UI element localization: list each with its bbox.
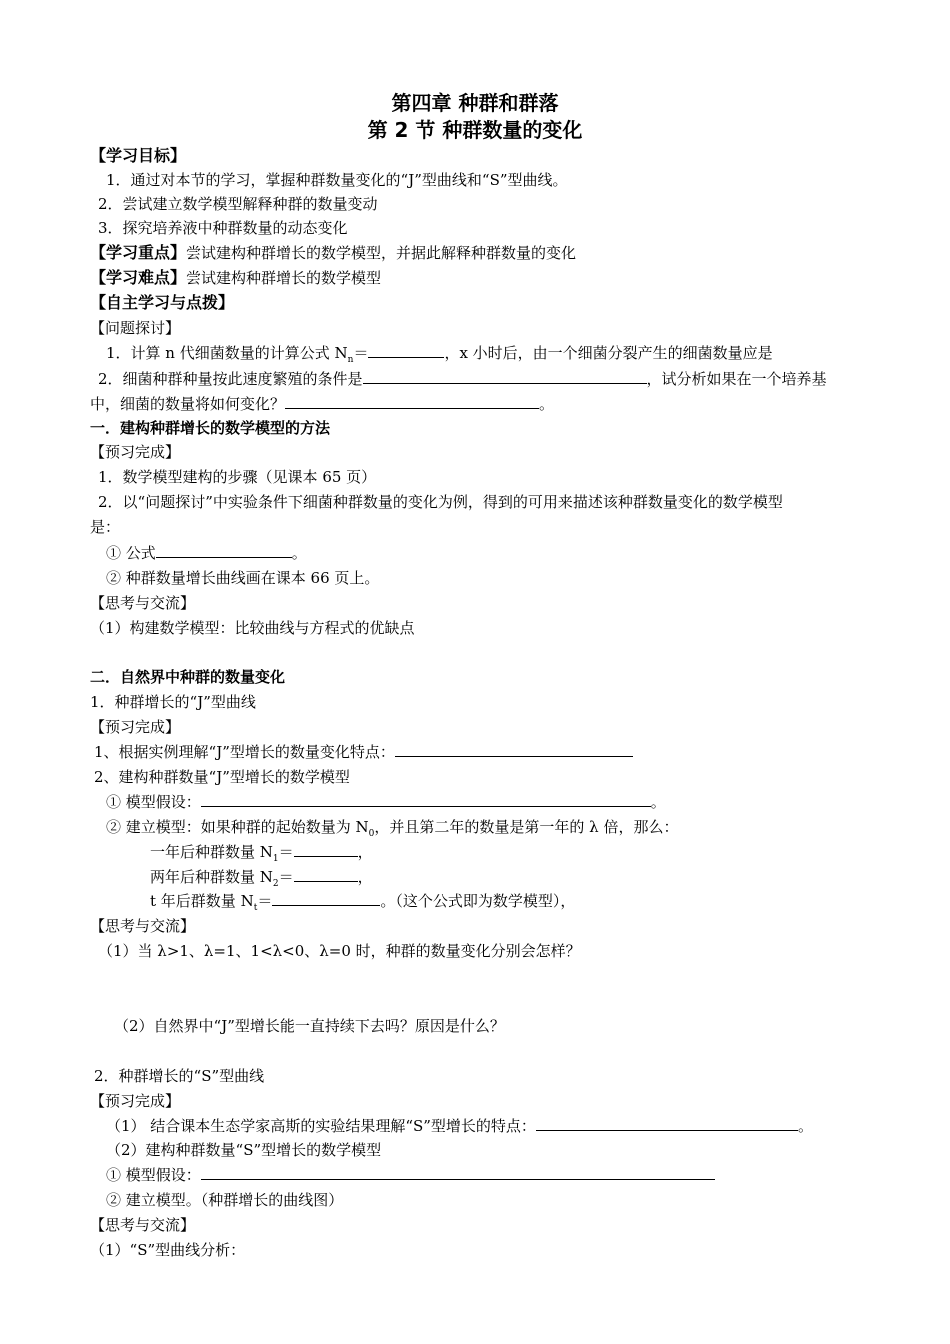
- year-t: t 年后群数量 $N_t=$ 。（这个公式即为数学模型），: [150, 892, 576, 913]
- step-1: 1．数学模型建构的步骤（见课本 65 页）: [98, 468, 377, 486]
- think-heading: 【思考与交流】: [90, 917, 196, 935]
- difficulty: [90, 268, 381, 288]
- preview-heading: 【预习完成】: [90, 1092, 181, 1110]
- section-title: 第 2 节 种群数量的变化: [367, 118, 583, 142]
- year-1: 一年后种群数量 $N_1=$ ，: [150, 843, 373, 864]
- answer-blank[interactable]: [285, 394, 539, 409]
- answer-blank[interactable]: [294, 842, 358, 857]
- self-study-heading: 【自主学习与点拨】: [90, 293, 235, 312]
- formula-line: ① 公式 。: [106, 544, 307, 562]
- s-item-2: （2）建构种群数量“S”型增长的数学模型: [106, 1141, 382, 1159]
- answer-blank[interactable]: [395, 742, 633, 757]
- chapter-title: 第四章 种群和群落: [391, 91, 559, 115]
- j-item-1: 1、根据实例理解“J”型增长的数量变化特点：: [94, 742, 633, 762]
- s-model-assumption: ① 模型假设：: [106, 1165, 715, 1185]
- question-1: 1．计算 n 代细菌数量的计算公式 $N_n=$ ，x 小时后，由一个细菌分裂产生的细菌数量应是: [106, 344, 773, 365]
- model-build: ② 建立模型：如果种群的起始数量为 $N_0$，并且第二年的数量是第一年的 λ 倍，那么：: [106, 818, 679, 839]
- key-point: [90, 243, 576, 263]
- answer-blank[interactable]: [156, 543, 292, 558]
- question-heading: 【问题探讨】: [90, 319, 181, 337]
- step-2: 2．以“问题探讨”中实验条件下细菌种群数量的变化为例，得到的可用来描述该种群数量变化的数学模型: [98, 493, 783, 511]
- part2-heading: 二．自然界中种群的数量变化: [90, 668, 286, 686]
- answer-blank[interactable]: [272, 891, 380, 906]
- s-item-1: （1） 结合课本生态学家高斯的实验结果理解“S”型增长的特点： 。: [106, 1117, 813, 1135]
- answer-blank[interactable]: [363, 369, 647, 384]
- think-question-1: （1）当 λ>1、λ=1、1<λ<0、λ=0 时，种群的数量变化分别会怎样？: [98, 942, 581, 960]
- key-point-text: 尝试建构种群增长的数学模型，并据此解释种群数量的变化: [186, 244, 577, 262]
- difficulty-text: 尝试建构种群增长的数学模型: [186, 269, 382, 287]
- preview-heading: 【预习完成】: [90, 443, 181, 461]
- model-assumption: ① 模型假设： 。: [106, 793, 666, 811]
- answer-blank[interactable]: [368, 343, 444, 358]
- j-curve-title: 1．种群增长的“J”型曲线: [90, 693, 256, 711]
- s-curve-title: 2．种群增长的“S”型曲线: [94, 1067, 265, 1085]
- year-2: 两年后种群数量 $N_2=$ ，: [150, 868, 373, 889]
- objective-item: 1．通过对本节的学习，掌握种群数量变化的“J”型曲线和“S”型曲线。: [106, 171, 568, 189]
- think-question-2: （2）自然界中“J”型增长能一直持续下去吗？原因是什么？: [114, 1017, 505, 1035]
- difficulty-label: 【学习难点】: [90, 268, 187, 287]
- part1-heading: 一．建构种群增长的数学模型的方法: [90, 419, 331, 437]
- j-item-2: 2、建构种群数量“J”型增长的数学模型: [94, 768, 350, 786]
- objective-item: 3．探究培养液中种群数量的动态变化: [98, 219, 348, 237]
- curve-note: ② 种群数量增长曲线画在课本 66 页上。: [106, 569, 380, 587]
- objectives-heading: 【学习目标】: [90, 146, 187, 165]
- answer-blank[interactable]: [536, 1116, 798, 1131]
- think-heading: 【思考与交流】: [90, 594, 196, 612]
- think-item: （1）构建数学模型：比较曲线与方程式的优缺点: [90, 619, 415, 637]
- answer-blank[interactable]: [201, 792, 651, 807]
- question-2-cont: 中，细菌的数量将如何变化？ 。: [90, 395, 555, 413]
- question-2: 2．细菌种群种量按此速度繁殖的条件是 ，试分析如果在一个培养基: [98, 370, 827, 388]
- s-model-build: ② 建立模型。（种群增长的曲线图）: [106, 1191, 344, 1209]
- answer-blank[interactable]: [201, 1165, 715, 1180]
- step-2-cont: 是：: [90, 518, 121, 536]
- s-curve-analysis: （1）“S”型曲线分析：: [90, 1241, 246, 1259]
- answer-blank[interactable]: [294, 867, 358, 882]
- think-heading: 【思考与交流】: [90, 1216, 196, 1234]
- preview-heading: 【预习完成】: [90, 718, 181, 736]
- objective-item: 2．尝试建立数学模型解释种群的数量变动: [98, 195, 378, 213]
- key-point-label: 【学习重点】: [90, 243, 187, 262]
